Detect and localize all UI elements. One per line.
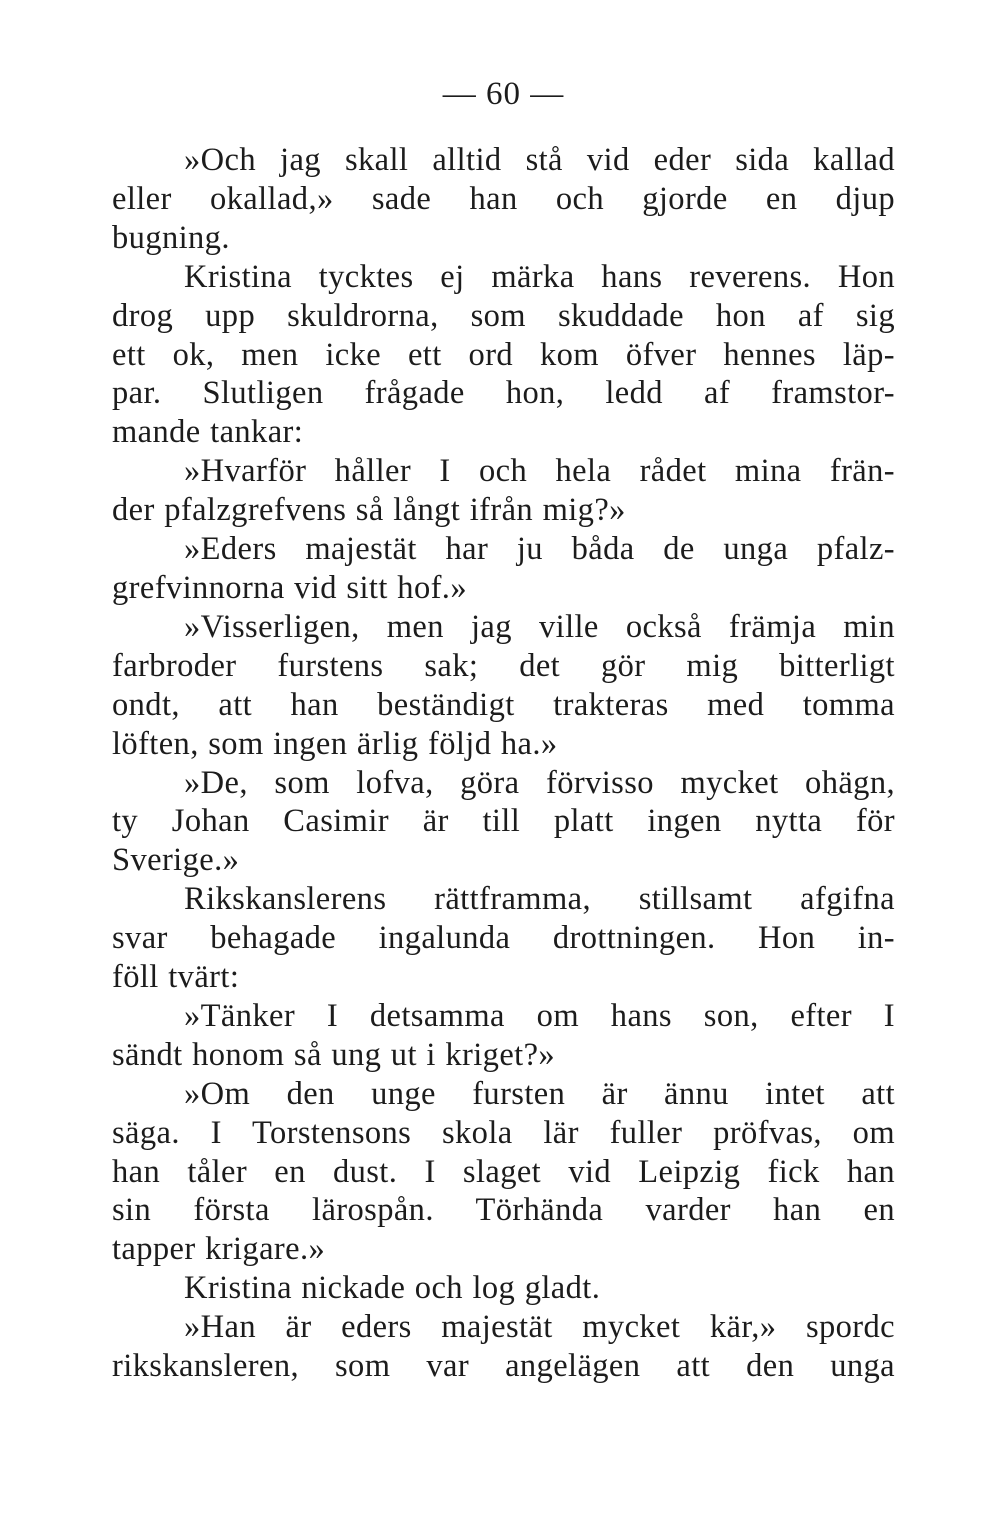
- paragraph: [112, 1269, 895, 1308]
- text-line: »De, som lofva, göra förvisso mycket ohägn,: [184, 764, 895, 801]
- text-line: par. Slutligen frågade hon, ledd af framstor-: [112, 375, 895, 412]
- text-line: »Visserligen, men jag ville också främja min: [184, 608, 895, 645]
- paragraph: [112, 997, 895, 1075]
- text-line: rikskansleren, som var angelägen att den unga: [112, 1348, 895, 1385]
- text-line: Sverige.»: [112, 842, 240, 879]
- paragraph: [112, 608, 895, 764]
- paragraph: [112, 530, 895, 608]
- text-line: han tåler en dust. I slaget vid Leipzig fick han: [112, 1153, 895, 1190]
- text-line: »Han är eders majestät mycket kär,» spordc: [184, 1309, 895, 1346]
- text-line: säga. I Torstensons skola lär fuller pröfvas, om: [112, 1114, 895, 1151]
- paragraph: [112, 1308, 895, 1386]
- text-line: »Och jag skall alltid stå vid eder sida kallad: [184, 142, 895, 178]
- text-line: Kristina nickade och log gladt.: [184, 1270, 601, 1307]
- paragraph: [112, 452, 895, 530]
- text-line: »Tänker I detsamma om hans son, efter I: [184, 997, 895, 1034]
- text-line: bugning.: [112, 219, 230, 256]
- paragraph: [112, 880, 895, 997]
- text-line: ondt, att han beständigt trakteras med tomma: [112, 686, 895, 723]
- text-line: ett ok, men icke ett ord kom öfver hennes läp-: [112, 336, 895, 373]
- text-line: mande tankar:: [112, 414, 304, 451]
- text-line: Rikskanslerens rättframma, stillsamt afgifna: [184, 881, 895, 918]
- text-line: eller okallad,» sade han och gjorde en djup: [112, 180, 895, 217]
- text-line: löften, som ingen ärlig följd ha.»: [112, 725, 558, 762]
- body-text: [112, 141, 895, 1386]
- text-line: svar behagade ingalunda drottningen. Hon in-: [112, 920, 895, 957]
- text-line: »Eders majestät har ju båda de unga pfalz-: [184, 531, 895, 568]
- paragraph: [112, 141, 895, 258]
- text-line: »Om den unge fursten är ännu intet att: [184, 1075, 895, 1112]
- book-page: [112, 0, 895, 1534]
- text-line: der pfalzgrefvens så långt ifrån mig?»: [112, 492, 626, 529]
- text-line: »Hvarför håller I och hela rådet mina frän-: [184, 453, 895, 490]
- paragraph: [112, 1075, 895, 1270]
- text-line: grefvinnorna vid sitt hof.»: [112, 569, 467, 606]
- text-line: sin första lärospån. Törhända varder han en: [112, 1192, 895, 1229]
- text-line: Kristina tycktes ej märka hans reverens. Hon: [184, 258, 895, 295]
- paragraph: [112, 258, 895, 453]
- text-line: tapper krigare.»: [112, 1231, 326, 1268]
- text-line: drog upp skuldrorna, som skuddade hon af sig: [112, 297, 895, 334]
- text-line: sändt honom så ung ut i kriget?»: [112, 1036, 556, 1073]
- page-number: — 60 —: [442, 76, 565, 112]
- text-line: farbroder furstens sak; det gör mig bitterligt: [112, 647, 895, 684]
- text-line: föll tvärt:: [112, 959, 240, 996]
- paragraph: [112, 764, 895, 881]
- text-line: ty Johan Casimir är till platt ingen nytta för: [112, 803, 895, 840]
